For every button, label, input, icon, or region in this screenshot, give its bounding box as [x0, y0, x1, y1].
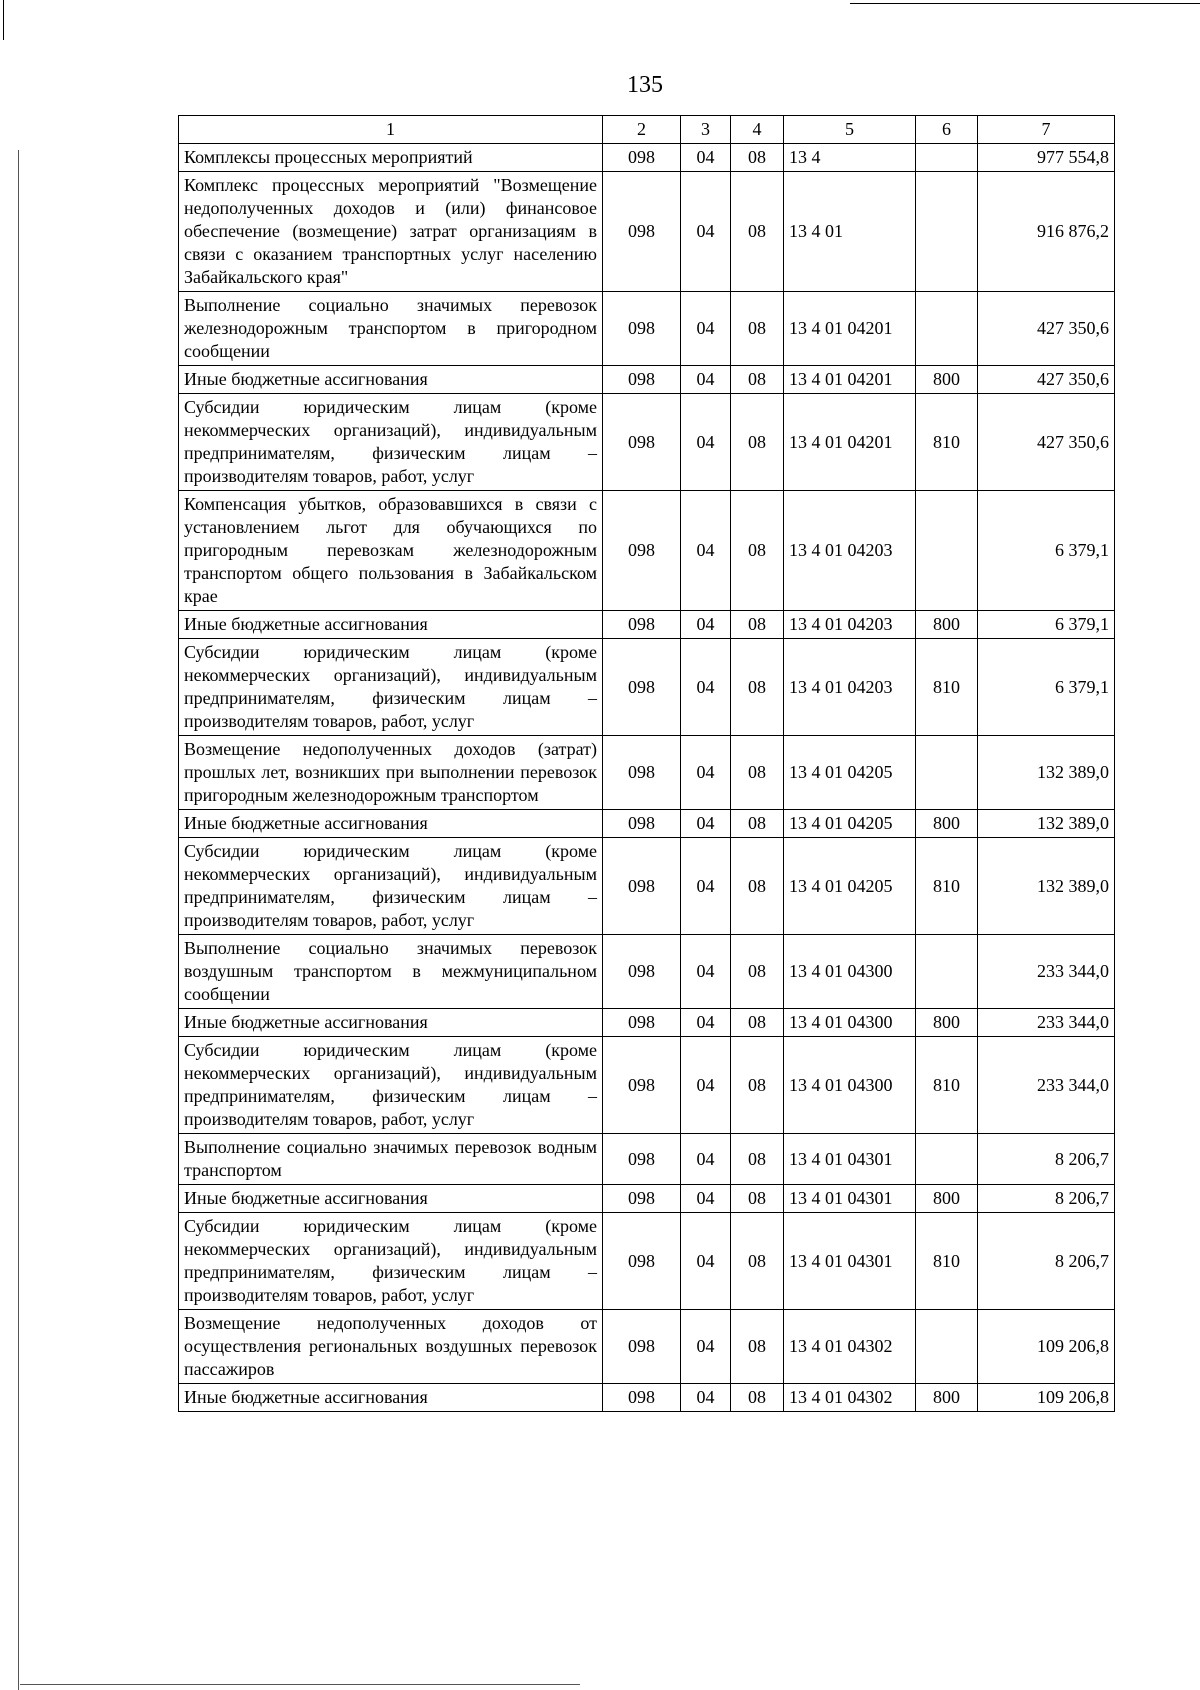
table-row: [179, 838, 1115, 935]
row-amount-cell: 8 206,7: [978, 1185, 1115, 1213]
row-name-cell: Возмещение недополученных доходов (затрат) прошлых лет, возникших при выполнении перевозок пригородным железнодорожным транспортом: [179, 736, 603, 810]
row-gr-cell: 098: [603, 144, 681, 172]
row-csr-cell: 13 4 01 04300: [784, 1037, 916, 1134]
row-rz-cell: 04: [681, 491, 731, 611]
scan-edge-left-lower: [18, 150, 19, 1690]
row-csr-cell: 13 4: [784, 144, 916, 172]
row-amount-cell: 6 379,1: [978, 639, 1115, 736]
row-pr-cell: 08: [731, 639, 784, 736]
scan-edge-top: [850, 3, 1200, 4]
row-amount-cell: 427 350,6: [978, 366, 1115, 394]
table-header-row: [179, 116, 1115, 144]
row-pr-cell: 08: [731, 1134, 784, 1185]
row-csr-cell: 13 4 01 04205: [784, 810, 916, 838]
row-vr-cell: 800: [916, 366, 978, 394]
row-rz-cell: 04: [681, 1185, 731, 1213]
header-col-2: 2: [603, 116, 681, 144]
row-csr-cell: 13 4 01 04301: [784, 1213, 916, 1310]
row-pr-cell: 08: [731, 810, 784, 838]
row-name-cell: Субсидии юридическим лицам (кроме некоммерческих организаций), индивидуальным предпринимателям, физическим лицам – производителям товаров, работ, услуг: [179, 639, 603, 736]
row-pr-cell: 08: [731, 1310, 784, 1384]
row-name-cell: Субсидии юридическим лицам (кроме некоммерческих организаций), индивидуальным предпринимателям, физическим лицам – производителям товаров, работ, услуг: [179, 838, 603, 935]
row-vr-cell: 800: [916, 1185, 978, 1213]
row-amount-cell: 8 206,7: [978, 1213, 1115, 1310]
table-row: [179, 491, 1115, 611]
row-name-cell: Возмещение недополученных доходов от осуществления региональных воздушных перевозок пассажиров: [179, 1310, 603, 1384]
row-amount-cell: 109 206,8: [978, 1384, 1115, 1412]
row-pr-cell: 08: [731, 1037, 784, 1134]
table-row: [179, 1185, 1115, 1213]
row-gr-cell: 098: [603, 292, 681, 366]
row-amount-cell: 132 389,0: [978, 736, 1115, 810]
row-gr-cell: 098: [603, 1134, 681, 1185]
row-amount-cell: 977 554,8: [978, 144, 1115, 172]
row-name-cell: Выполнение социально значимых перевозок железнодорожным транспортом в пригородном сообщении: [179, 292, 603, 366]
row-rz-cell: 04: [681, 394, 731, 491]
row-csr-cell: 13 4 01 04201: [784, 366, 916, 394]
row-csr-cell: 13 4 01 04300: [784, 935, 916, 1009]
row-amount-cell: 6 379,1: [978, 611, 1115, 639]
row-name-cell: Иные бюджетные ассигнования: [179, 810, 603, 838]
row-gr-cell: 098: [603, 639, 681, 736]
row-csr-cell: 13 4 01: [784, 172, 916, 292]
row-rz-cell: 04: [681, 639, 731, 736]
row-vr-cell: [916, 491, 978, 611]
header-col-7: 7: [978, 116, 1115, 144]
row-name-cell: Комплекс процессных мероприятий "Возмещение недополученных доходов и (или) финансовое обеспечение (возмещение) затрат организациям в связи с оказанием транспортных услуг населению Забайкальского края": [179, 172, 603, 292]
row-gr-cell: 098: [603, 1213, 681, 1310]
row-amount-cell: 8 206,7: [978, 1134, 1115, 1185]
row-amount-cell: 6 379,1: [978, 491, 1115, 611]
row-gr-cell: 098: [603, 491, 681, 611]
row-pr-cell: 08: [731, 1213, 784, 1310]
row-vr-cell: 800: [916, 810, 978, 838]
row-rz-cell: 04: [681, 144, 731, 172]
table-row: [179, 394, 1115, 491]
row-pr-cell: 08: [731, 1384, 784, 1412]
row-rz-cell: 04: [681, 1009, 731, 1037]
table-row: [179, 1384, 1115, 1412]
table-row: [179, 172, 1115, 292]
row-amount-cell: 427 350,6: [978, 394, 1115, 491]
row-rz-cell: 04: [681, 1384, 731, 1412]
row-rz-cell: 04: [681, 1037, 731, 1134]
row-csr-cell: 13 4 01 04205: [784, 736, 916, 810]
page-number: 135: [627, 72, 663, 98]
row-vr-cell: [916, 1310, 978, 1384]
budget-table: [178, 115, 1115, 1412]
row-amount-cell: 233 344,0: [978, 1037, 1115, 1134]
row-vr-cell: 810: [916, 639, 978, 736]
row-pr-cell: 08: [731, 611, 784, 639]
row-gr-cell: 098: [603, 1009, 681, 1037]
row-gr-cell: 098: [603, 611, 681, 639]
row-amount-cell: 132 389,0: [978, 810, 1115, 838]
row-gr-cell: 098: [603, 810, 681, 838]
row-rz-cell: 04: [681, 838, 731, 935]
row-rz-cell: 04: [681, 1134, 731, 1185]
table-body: [179, 144, 1115, 1412]
row-name-cell: Иные бюджетные ассигнования: [179, 1185, 603, 1213]
table-row: [179, 1037, 1115, 1134]
row-csr-cell: 13 4 01 04203: [784, 611, 916, 639]
row-name-cell: Иные бюджетные ассигнования: [179, 611, 603, 639]
row-rz-cell: 04: [681, 611, 731, 639]
row-pr-cell: 08: [731, 144, 784, 172]
row-name-cell: Субсидии юридическим лицам (кроме некоммерческих организаций), индивидуальным предпринимателям, физическим лицам – производителям товаров, работ, услуг: [179, 394, 603, 491]
scan-edge-bottom: [20, 1684, 580, 1685]
row-name-cell: Выполнение социально значимых перевозок водным транспортом: [179, 1134, 603, 1185]
row-amount-cell: 233 344,0: [978, 1009, 1115, 1037]
row-amount-cell: 916 876,2: [978, 172, 1115, 292]
row-name-cell: Иные бюджетные ассигнования: [179, 1009, 603, 1037]
row-pr-cell: 08: [731, 366, 784, 394]
row-amount-cell: 109 206,8: [978, 1310, 1115, 1384]
row-gr-cell: 098: [603, 366, 681, 394]
row-name-cell: Иные бюджетные ассигнования: [179, 1384, 603, 1412]
table-row: [179, 144, 1115, 172]
row-vr-cell: 810: [916, 838, 978, 935]
row-rz-cell: 04: [681, 1213, 731, 1310]
row-gr-cell: 098: [603, 1185, 681, 1213]
row-rz-cell: 04: [681, 366, 731, 394]
row-vr-cell: [916, 144, 978, 172]
row-rz-cell: 04: [681, 736, 731, 810]
row-gr-cell: 098: [603, 1384, 681, 1412]
table-row: [179, 639, 1115, 736]
row-csr-cell: 13 4 01 04302: [784, 1310, 916, 1384]
row-rz-cell: 04: [681, 172, 731, 292]
row-rz-cell: 04: [681, 935, 731, 1009]
row-pr-cell: 08: [731, 736, 784, 810]
row-csr-cell: 13 4 01 04201: [784, 292, 916, 366]
scan-edge-left: [3, 0, 4, 40]
table-row: [179, 366, 1115, 394]
row-rz-cell: 04: [681, 1310, 731, 1384]
row-amount-cell: 233 344,0: [978, 935, 1115, 1009]
row-pr-cell: 08: [731, 394, 784, 491]
table-row: [179, 810, 1115, 838]
row-csr-cell: 13 4 01 04301: [784, 1185, 916, 1213]
row-csr-cell: 13 4 01 04203: [784, 491, 916, 611]
row-csr-cell: 13 4 01 04302: [784, 1384, 916, 1412]
table-row: [179, 736, 1115, 810]
row-rz-cell: 04: [681, 292, 731, 366]
row-gr-cell: 098: [603, 394, 681, 491]
table-row: [179, 935, 1115, 1009]
row-pr-cell: 08: [731, 1009, 784, 1037]
row-name-cell: Выполнение социально значимых перевозок воздушным транспортом в межмуниципальном сообщении: [179, 935, 603, 1009]
row-name-cell: Компенсация убытков, образовавшихся в связи с установлением льгот для обучающихся по пригородным перевозкам железнодорожным транспортом общего пользования в Забайкальском крае: [179, 491, 603, 611]
row-name-cell: Субсидии юридическим лицам (кроме некоммерческих организаций), индивидуальным предпринимателям, физическим лицам – производителям товаров, работ, услуг: [179, 1213, 603, 1310]
row-pr-cell: 08: [731, 292, 784, 366]
header-col-6: 6: [916, 116, 978, 144]
row-name-cell: Иные бюджетные ассигнования: [179, 366, 603, 394]
row-pr-cell: 08: [731, 935, 784, 1009]
row-gr-cell: 098: [603, 935, 681, 1009]
table-row: [179, 1213, 1115, 1310]
row-pr-cell: 08: [731, 491, 784, 611]
row-gr-cell: 098: [603, 1037, 681, 1134]
table-row: [179, 611, 1115, 639]
header-col-4: 4: [731, 116, 784, 144]
row-vr-cell: 810: [916, 394, 978, 491]
table-row: [179, 1310, 1115, 1384]
table-row: [179, 1009, 1115, 1037]
row-amount-cell: 427 350,6: [978, 292, 1115, 366]
row-gr-cell: 098: [603, 838, 681, 935]
table-row: [179, 292, 1115, 366]
row-vr-cell: [916, 935, 978, 1009]
row-name-cell: Субсидии юридическим лицам (кроме некоммерческих организаций), индивидуальным предпринимателям, физическим лицам – производителям товаров, работ, услуг: [179, 1037, 603, 1134]
row-vr-cell: 800: [916, 611, 978, 639]
row-rz-cell: 04: [681, 810, 731, 838]
row-vr-cell: 800: [916, 1009, 978, 1037]
table-row: [179, 1134, 1115, 1185]
row-csr-cell: 13 4 01 04300: [784, 1009, 916, 1037]
row-vr-cell: 800: [916, 1384, 978, 1412]
row-vr-cell: [916, 1134, 978, 1185]
row-pr-cell: 08: [731, 172, 784, 292]
row-vr-cell: 810: [916, 1213, 978, 1310]
row-vr-cell: [916, 172, 978, 292]
header-col-5: 5: [784, 116, 916, 144]
row-gr-cell: 098: [603, 736, 681, 810]
row-pr-cell: 08: [731, 838, 784, 935]
row-gr-cell: 098: [603, 172, 681, 292]
row-csr-cell: 13 4 01 04203: [784, 639, 916, 736]
row-vr-cell: [916, 736, 978, 810]
header-col-3: 3: [681, 116, 731, 144]
row-pr-cell: 08: [731, 1185, 784, 1213]
row-gr-cell: 098: [603, 1310, 681, 1384]
row-vr-cell: [916, 292, 978, 366]
row-csr-cell: 13 4 01 04205: [784, 838, 916, 935]
header-col-1: 1: [179, 116, 603, 144]
row-csr-cell: 13 4 01 04201: [784, 394, 916, 491]
row-csr-cell: 13 4 01 04301: [784, 1134, 916, 1185]
row-amount-cell: 132 389,0: [978, 838, 1115, 935]
row-vr-cell: 810: [916, 1037, 978, 1134]
row-name-cell: Комплексы процессных мероприятий: [179, 144, 603, 172]
